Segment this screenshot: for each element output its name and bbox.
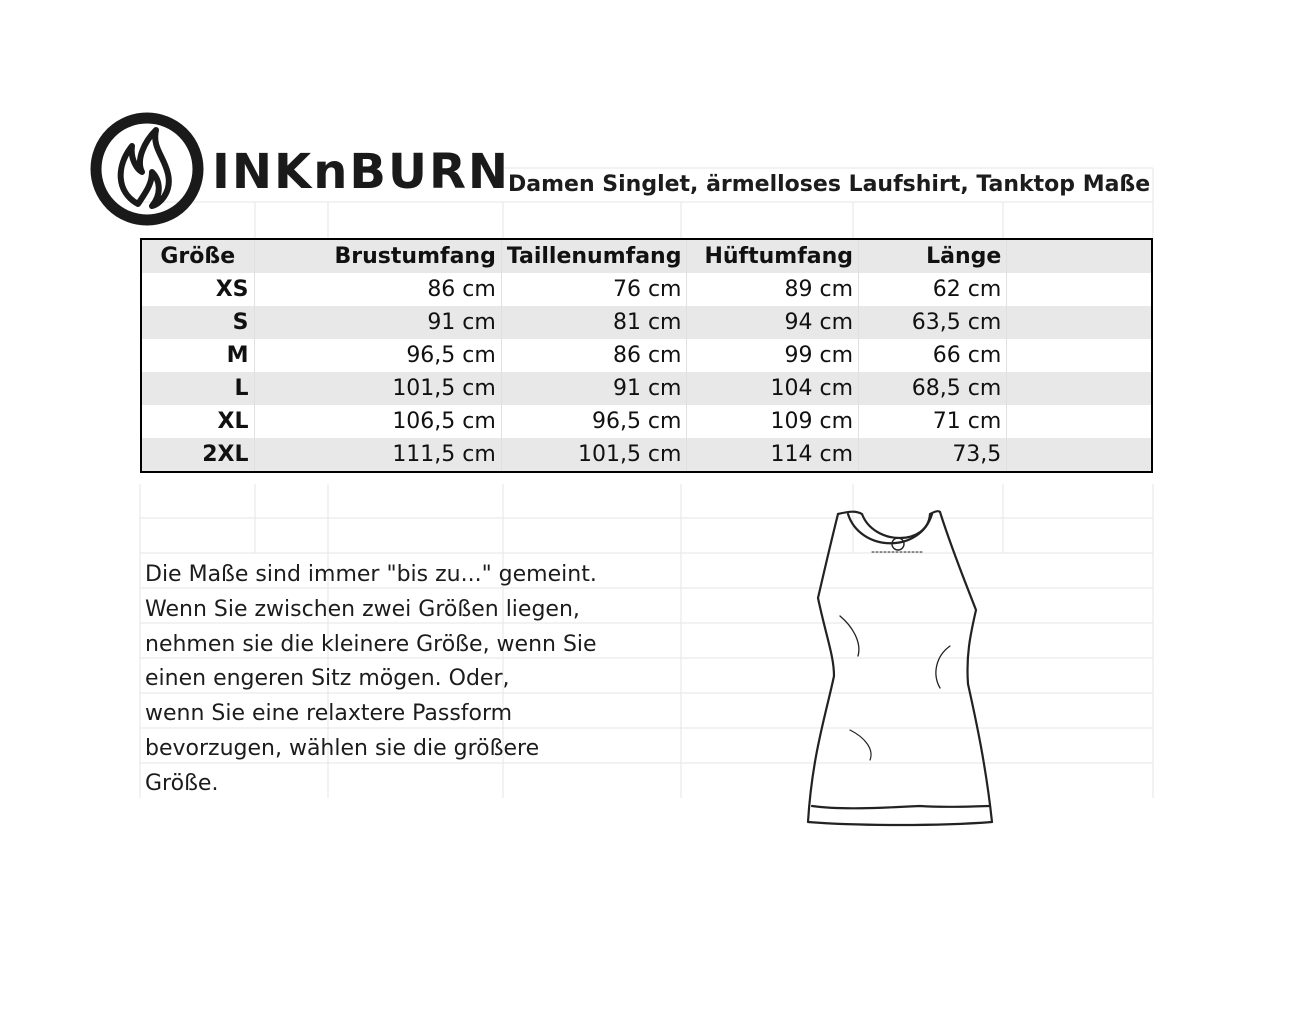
empty-cell	[1007, 372, 1152, 405]
brustumfang-cell: 86 cm	[254, 273, 501, 306]
empty-cell	[1007, 273, 1152, 306]
hueftumfang-cell: 104 cm	[687, 372, 859, 405]
fit-note	[145, 558, 685, 802]
column-header-taillenumfang: Taillenumfang	[501, 239, 687, 273]
brustumfang-cell: 96,5 cm	[254, 339, 501, 372]
size-cell: 2XL	[141, 438, 254, 472]
size-table	[140, 238, 1153, 473]
column-header-laenge: Länge	[859, 239, 1007, 273]
laenge-cell: 63,5 cm	[859, 306, 1007, 339]
taillenumfang-cell: 91 cm	[501, 372, 687, 405]
page-title: Damen Singlet, ärmelloses Laufshirt, Tanktop Maße	[508, 172, 1151, 197]
note-line: bevorzugen, wählen sie die größere	[145, 735, 540, 761]
brand-wordmark: INKnBURN	[212, 144, 511, 200]
brustumfang-cell: 111,5 cm	[254, 438, 501, 472]
hueftumfang-cell: 89 cm	[687, 273, 859, 306]
hueftumfang-cell: 109 cm	[687, 405, 859, 438]
inknburn-logo	[86, 108, 208, 230]
laenge-cell: 71 cm	[859, 405, 1007, 438]
taillenumfang-cell: 76 cm	[501, 273, 687, 306]
column-header-groesse: Größe	[141, 239, 254, 273]
note-line: nehmen sie die kleinere Größe, wenn Sie	[145, 631, 597, 657]
tank-top-illustration	[800, 506, 1000, 831]
laenge-cell: 68,5 cm	[859, 372, 1007, 405]
size-cell: XS	[141, 273, 254, 306]
hueftumfang-cell: 114 cm	[687, 438, 859, 472]
table-row	[141, 438, 1152, 472]
brustumfang-cell: 106,5 cm	[254, 405, 501, 438]
note-line: Größe.	[145, 770, 219, 796]
taillenumfang-cell: 96,5 cm	[501, 405, 687, 438]
laenge-cell: 73,5	[859, 438, 1007, 472]
hueftumfang-cell: 99 cm	[687, 339, 859, 372]
size-cell: XL	[141, 405, 254, 438]
table-row	[141, 273, 1152, 306]
size-cell: L	[141, 372, 254, 405]
taillenumfang-cell: 101,5 cm	[501, 438, 687, 472]
table-row	[141, 372, 1152, 405]
empty-cell	[1007, 306, 1152, 339]
note-line: Wenn Sie zwischen zwei Größen liegen,	[145, 596, 580, 622]
size-cell: S	[141, 306, 254, 339]
note-line: wenn Sie eine relaxtere Passform	[145, 701, 513, 727]
table-header-row	[141, 239, 1152, 273]
empty-cell	[1007, 239, 1152, 273]
column-header-hueftumfang: Hüftumfang	[687, 239, 859, 273]
note-line: einen engeren Sitz mögen. Oder,	[145, 666, 510, 692]
table-row	[141, 339, 1152, 372]
note-line: Die Maße sind immer "bis zu..." gemeint.	[145, 562, 597, 587]
laenge-cell: 62 cm	[859, 273, 1007, 306]
empty-cell	[1007, 405, 1152, 438]
column-header-brustumfang: Brustumfang	[254, 239, 501, 273]
table-row	[141, 405, 1152, 438]
taillenumfang-cell: 81 cm	[501, 306, 687, 339]
laenge-cell: 66 cm	[859, 339, 1007, 372]
empty-cell	[1007, 438, 1152, 472]
table-row	[141, 306, 1152, 339]
taillenumfang-cell: 86 cm	[501, 339, 687, 372]
empty-cell	[1007, 339, 1152, 372]
brustumfang-cell: 91 cm	[254, 306, 501, 339]
hueftumfang-cell: 94 cm	[687, 306, 859, 339]
brustumfang-cell: 101,5 cm	[254, 372, 501, 405]
size-cell: M	[141, 339, 254, 372]
